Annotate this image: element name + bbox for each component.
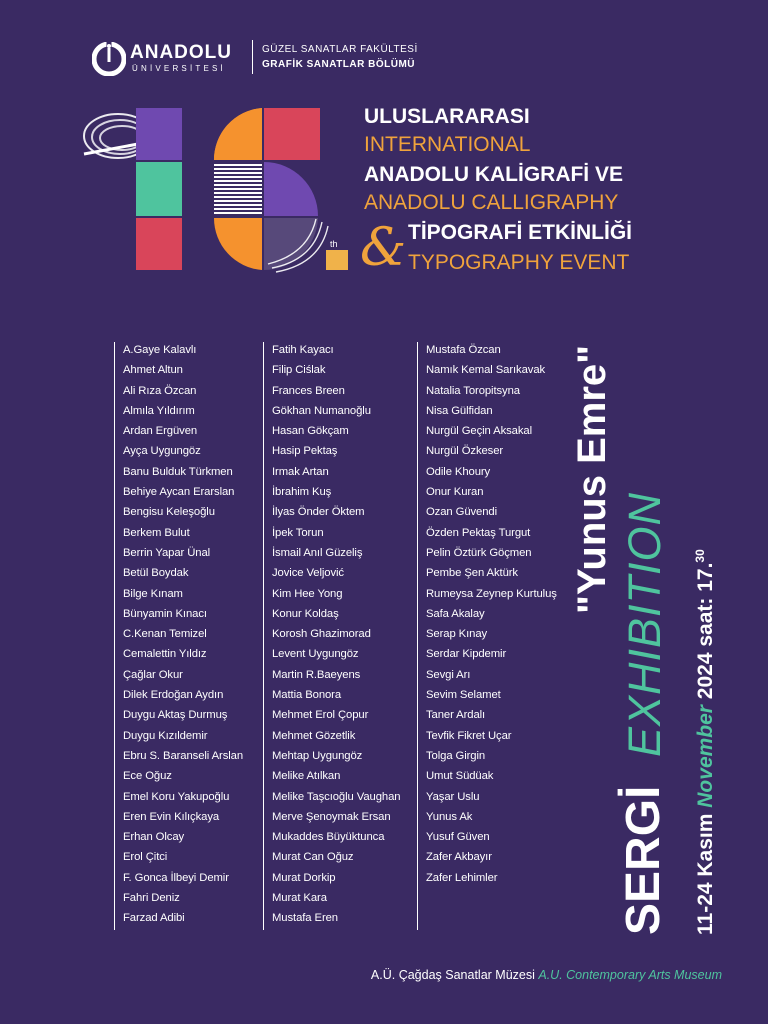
participant-name: Zafer Lehimler [426, 871, 498, 884]
participant-name: Çağlar Okur [123, 668, 183, 681]
participant-name: Gökhan Numanoğlu [272, 404, 371, 417]
participant-name: Berrin Yapar Ünal [123, 546, 211, 559]
participant-name: Mattia Bonora [272, 689, 342, 702]
participant-name: Ardan Ergüven [123, 425, 198, 438]
participant-name: C.Kenan Temizel [123, 628, 207, 641]
participant-name: İsmail Anıl Güzeliş [272, 546, 363, 559]
participant-name: Safa Akalay [426, 607, 485, 620]
title-line-typography: TYPOGRAPHY EVENT [408, 251, 630, 274]
participant-name: Bengisu Keleşoğlu [123, 506, 215, 519]
participant-name: Mustafa Eren [272, 912, 338, 925]
participant-name: Umut Südüak [426, 770, 494, 783]
header-divider [252, 40, 253, 74]
participant-name: Ahmet Altun [123, 364, 183, 377]
participant-name: Onur Kuran [426, 486, 484, 499]
participant-name: Mustafa Özcan [426, 344, 501, 356]
participant-name: Mehtap Uygungöz [272, 749, 363, 762]
participant-name: İlyas Önder Öktem [272, 506, 365, 519]
six-top-right [264, 108, 320, 160]
venue-tr: A.Ü. Çağdaş Sanatlar Müzesi [370, 968, 535, 982]
participant-name: Ozan Güvendi [426, 506, 498, 519]
participant-name: Frances Breen [272, 384, 345, 397]
participant-name: Nurgül Geçin Aksakal [426, 425, 532, 438]
participant-name: F. Gonca İlbeyi Demir [123, 871, 229, 884]
department-name: GRAFİK SANATLAR BÖLÜMÜ [262, 59, 416, 70]
participant-name: Martin R.Baeyens [272, 668, 361, 681]
title-line-international: INTERNATIONAL [364, 133, 531, 156]
participant-name: İbrahim Kuş [272, 486, 332, 499]
participant-name: Almıla Yıldırım [123, 404, 195, 417]
participant-name: Murat Kara [272, 892, 327, 905]
exhibition-date [694, 549, 716, 935]
participant-name: Mehmet Erol Çopur [272, 709, 369, 722]
participant-name: Serdar Kipdemir [426, 648, 507, 661]
participant-name: Berkem Bulut [123, 526, 190, 539]
edition-16-graphic [78, 104, 358, 279]
participant-name: İpek Torun [272, 526, 324, 539]
title-line-tipografi: TİPOGRAFİ ETKİNLİĞİ [408, 221, 632, 244]
participant-name: Korosh Ghazimorad [272, 628, 371, 641]
participant-name: Nisa Gülfidan [426, 404, 493, 417]
participant-name: Namık Kemal Sarıkavak [426, 364, 546, 377]
participant-name: Nurgül Özkeser [426, 445, 504, 458]
participant-name: Eren Evin Kılıçkaya [123, 810, 220, 823]
participant-name: Mukaddes Büyüktunca [272, 831, 385, 844]
participant-name: Fahri Deniz [123, 892, 180, 905]
anadolu-logo-icon [92, 42, 126, 76]
participant-name: A.Gaye Kalavlı [123, 344, 197, 356]
time-minutes: 30 [693, 549, 707, 563]
block-purple [136, 108, 182, 160]
participant-name: Pembe Şen Aktürk [426, 567, 518, 580]
participant-name: Cemalettin Yıldız [123, 648, 207, 661]
participant-name: Odile Khoury [426, 465, 491, 478]
exhibition-sergi: SERGİ [617, 785, 670, 935]
participant-name: Sevim Selamet [426, 689, 501, 702]
date-year: 2024 [694, 652, 717, 700]
footer-venue [0, 968, 722, 982]
edition-suffix: th [330, 239, 338, 249]
faculty-name: GÜZEL SANATLAR FAKÜLTESİ [262, 44, 418, 55]
participant-name: Filip Ciślak [272, 364, 326, 377]
logo-subtitle: ÜNİVERSİTESİ [132, 64, 226, 73]
participant-name: Melike Atılkan [272, 770, 341, 783]
participant-name: Pelin Öztürk Göçmen [426, 546, 532, 559]
six-bottom-left [214, 218, 262, 270]
participants-column-1 [114, 342, 243, 930]
participant-name: Emel Koru Yakupoğlu [123, 790, 230, 803]
time-label: saat: 17. [694, 562, 717, 647]
participant-name: Duygu Aktaş Durmuş [123, 709, 228, 722]
participant-name: Dilek Erdoğan Aydın [123, 689, 224, 702]
six-middle-right [264, 162, 318, 216]
six-middle-stripes [214, 162, 262, 216]
block-green [136, 162, 182, 216]
participant-name: Erol Çitci [123, 851, 168, 864]
date-tr: 11-24 Kasım [694, 813, 717, 935]
participant-name: Fatih Kayacı [272, 344, 334, 356]
participant-name: Jovice Veljović [272, 567, 344, 580]
ampersand: & [360, 218, 407, 278]
exhibition-en: EXHIBITION [619, 491, 670, 757]
participant-name: Taner Ardalı [426, 709, 486, 722]
participant-name: Rumeysa Zeynep Kurtuluş [426, 587, 557, 600]
exhibition-theme: "Yunus Emre" [570, 344, 614, 614]
participant-name: Tolga Girgin [426, 749, 486, 762]
participant-name: Konur Koldaş [272, 607, 339, 620]
participant-name: Levent Uygungöz [272, 648, 359, 661]
participant-name: Duygu Kızıldemir [123, 729, 208, 742]
header-logo-block [92, 40, 492, 76]
date-en: November [694, 705, 717, 808]
participants-column-2 [263, 342, 400, 930]
participant-name: Serap Kınay [426, 628, 488, 641]
venue-en: A.U. Contemporary Arts Museum [538, 968, 722, 982]
participant-name: Murat Dorkip [272, 871, 336, 884]
participant-name: Hasan Gökçam [272, 425, 349, 438]
logo-name: ANADOLU [130, 42, 232, 63]
participant-name: Erhan Olcay [123, 831, 185, 844]
participant-name: Yaşar Uslu [426, 790, 480, 803]
participant-name: Irmak Artan [272, 465, 329, 478]
participant-name: Yusuf Güven [426, 831, 490, 844]
title-line-uluslararasi: ULUSLARARASI [364, 105, 530, 128]
participant-name: Hasip Pektaş [272, 445, 338, 458]
participant-name: Bünyamin Kınacı [123, 607, 207, 620]
participant-name: Ayça Uygungöz [123, 445, 201, 458]
participant-name: Behiye Aycan Erarslan [123, 486, 235, 499]
participant-name: Banu Bulduk Türkmen [123, 465, 233, 478]
participant-name: Murat Can Oğuz [272, 851, 354, 864]
title-line-kaligrafi: ANADOLU KALİGRAFİ VE [364, 163, 623, 186]
participant-name: Mehmet Gözetlik [272, 729, 356, 742]
participant-name: Ali Rıza Özcan [123, 384, 197, 397]
participant-name: Ece Oğuz [123, 770, 172, 783]
participant-name: Kim Hee Yong [272, 587, 343, 600]
participant-name: Zafer Akbayır [426, 851, 492, 864]
participant-name: Özden Pektaş Turgut [426, 526, 531, 539]
participants-column-3 [417, 342, 557, 930]
participant-name: Bilge Kınam [123, 587, 183, 600]
participant-name: Ebru S. Baranseli Arslan [123, 749, 244, 762]
participant-name: Farzad Adibi [123, 912, 185, 925]
th-badge [326, 250, 348, 270]
title-line-calligraphy: ANADOLU CALLIGRAPHY [364, 191, 619, 214]
participant-name: Natalia Toropitsyna [426, 384, 520, 397]
participant-name: Sevgi Arı [426, 668, 471, 681]
block-red [136, 218, 182, 270]
participant-name: Melike Taşcıoğlu Vaughan [272, 790, 401, 803]
participant-name: Betül Boydak [123, 567, 189, 580]
participant-name: Tevfik Fikret Uçar [426, 729, 512, 742]
participant-name: Yunus Ak [426, 810, 473, 823]
participant-name: Merve Şenoymak Ersan [272, 810, 391, 823]
